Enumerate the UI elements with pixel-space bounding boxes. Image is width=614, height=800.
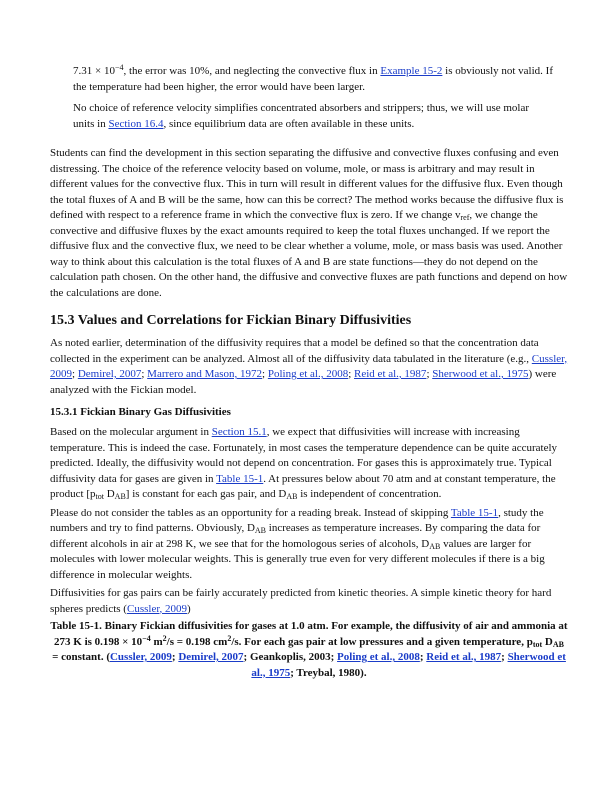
document-page <box>50 64 568 681</box>
link-section-16-4[interactable]: Section 16.4 <box>108 117 164 130</box>
paragraph-error-note <box>73 64 553 95</box>
ref-link-cussler[interactable]: Cussler, 2009 <box>126 602 188 615</box>
separator: ; <box>290 666 297 679</box>
ref-link[interactable]: Sherwood et al., 1975 <box>432 368 529 380</box>
ref-link[interactable]: Demirel, 2007 <box>178 651 244 663</box>
separator: ; <box>419 651 427 663</box>
text: Treybal, 1980). <box>296 666 367 679</box>
ref-link[interactable]: Demirel, 2007 <box>77 368 142 380</box>
subscript: AB <box>254 526 267 535</box>
text: ) <box>187 602 191 615</box>
superscript: −4 <box>114 63 124 72</box>
separator: ; <box>72 368 78 380</box>
text: Geankoplis, 2003 <box>249 651 331 663</box>
text: Students can find the development in this section separating the diffusive and convective fluxes confusing and even distressing. The choice of the reference velocity based on volume, mole, or mass is arbitrary and may result in different values for the convective flux. This in turn will result in different values for the diffusive flux. Even though the total fluxes of A and B will be the same, how can this be correct? The method works because the diffusive flux is defined with respect to a reference frame in which the convective flux is zero. If we change v <box>50 147 564 221</box>
superscript: 2 <box>227 633 232 643</box>
text: /s = 0.198 cm <box>166 635 228 648</box>
ref-link[interactable]: Marrero and Mason, 1972 <box>147 368 263 380</box>
text: . At pressures below about 70 atm and at constant temperature, the product [p <box>50 472 556 500</box>
paragraph-students <box>50 146 568 301</box>
subscript: AB <box>552 639 564 649</box>
superscript: 2 <box>162 633 167 643</box>
text: /s. For each gas pair at low pressures and a given temperature, p <box>231 635 533 648</box>
paragraph-study-tables <box>50 506 568 584</box>
text: , we change the convective and diffusive fluxes by the exact amounts required to keep the total fluxes unchanged. If we report the diffusive flux and the convective flux, we need to be clear whether a volume, mole, or mass basis was used. Another way to think about this calculation is the total fluxes of A and B are state functions—they do not depend on the calculation path chosen. On the other hand, the diffusive and convective fluxes are path functions and depend on how the calculations are done. <box>50 209 568 299</box>
separator: ; <box>501 651 508 663</box>
paragraph-kinetic-theory <box>50 586 568 617</box>
link-table-15-1[interactable]: Table 15-1 <box>216 472 264 485</box>
link-section-15-1[interactable]: Section 15.1 <box>211 426 267 438</box>
subscript: AB <box>286 492 298 501</box>
section-heading: 15.3 Values and Correlations for Fickian Binary Diffusivities <box>50 313 412 328</box>
text: D <box>542 635 553 648</box>
separator: ; <box>330 651 338 663</box>
separator: ; <box>262 368 268 380</box>
ref-link[interactable]: Poling et al., 2008 <box>337 651 420 663</box>
text: Table 15-1. Binary Fickian diffusivities for gases at 1.0 atm. For example, the diffusivity of air and ammonia at 273 K is 0.198 × 10 <box>50 620 568 648</box>
separator: ; <box>141 368 148 380</box>
text: 7.31 × 10 <box>73 65 115 77</box>
text: Diffusivities for gas pairs can be fairly accurately predicted from kinetic theories. A simple kinetic theory for hard spheres predicts ( <box>50 587 552 615</box>
text: Please do not consider the tables as an opportunity for a reading break. Instead of skipping <box>50 506 451 519</box>
text: No choice of reference velocity simplifies concentrated absorbers and strippers; thus, we will use molar units in <box>73 102 530 130</box>
ref-link[interactable]: Cussler, 2009 <box>50 352 568 380</box>
text: ] is constant for each gas pair, and D <box>125 488 287 500</box>
paragraph-reference-velocity <box>73 101 553 132</box>
separator: ; <box>171 651 179 663</box>
text: is independent of concentration. <box>297 488 442 500</box>
superscript: −4 <box>142 633 151 643</box>
text: Based on the molecular argument in <box>50 426 212 438</box>
separator: ; <box>426 368 433 380</box>
ref-link[interactable]: Sherwood et al., 1975 <box>251 651 566 679</box>
text: D <box>103 488 115 500</box>
subscript: tot <box>532 639 543 649</box>
text: , the error was 10%, and neglecting the convective flux in <box>123 65 381 77</box>
subscript: AB <box>114 492 126 501</box>
text: As noted earlier, determination of the diffusivity requires that a model be defined so that the concentration data collected in the experiment can be analyzed. Almost all of the diffusivity data tabulated in the literature (e.g., <box>50 337 539 365</box>
subscript: AB <box>429 541 441 551</box>
ref-link[interactable]: Poling et al., 2008 <box>267 368 349 380</box>
separator: ; <box>348 368 355 380</box>
link-example-15-2[interactable]: Example 15-2 <box>380 65 443 77</box>
subscript: tot <box>95 492 104 501</box>
subsection-heading: 15.3.1 Fickian Binary Gas Diffusivities <box>50 406 231 418</box>
paragraph-molecular-argument <box>50 425 568 503</box>
separator: ; <box>243 651 250 663</box>
text: , since equilibrium data are often available in these units. <box>163 117 415 130</box>
text: , we expect that diffusivities will increase with increasing temperature. This is indeed the case. Fortunately, in most cases the temperature dependence can be quite accurately predicted. Ideally, the diffusivity would not depend on concentration. For gases this is approximately true. Typical diffusivity data for gases are given in <box>50 426 558 485</box>
text: is obviously not valid. If the temperature had been higher, the error would have been larger. <box>73 65 553 93</box>
link-table-15-1[interactable]: Table 15-1 <box>450 506 499 519</box>
text: increases as temperature increases. By comparing the data for different alcohols in air at 298 K, we see that for the homologous series of alcohols, D <box>50 522 541 550</box>
text: m <box>150 635 163 648</box>
ref-link[interactable]: Cussler, 2009 <box>109 651 172 663</box>
subscript: ref <box>460 213 470 222</box>
text: values are larger for molecules with lower molecular weights. This is generally true even for very different molecules if there is a big difference in molecular weights. <box>50 537 545 581</box>
text: ) were analyzed with the Fickian model. <box>50 368 557 396</box>
ref-link[interactable]: Reid et al., 1987 <box>426 651 502 663</box>
table-caption <box>50 619 568 681</box>
text: = constant. ( <box>52 651 110 663</box>
text: , study the numbers and try to find patterns. Obviously, D <box>50 506 544 534</box>
paragraph-diffusivity-models <box>50 336 568 398</box>
ref-link[interactable]: Reid et al., 1987 <box>354 368 427 380</box>
